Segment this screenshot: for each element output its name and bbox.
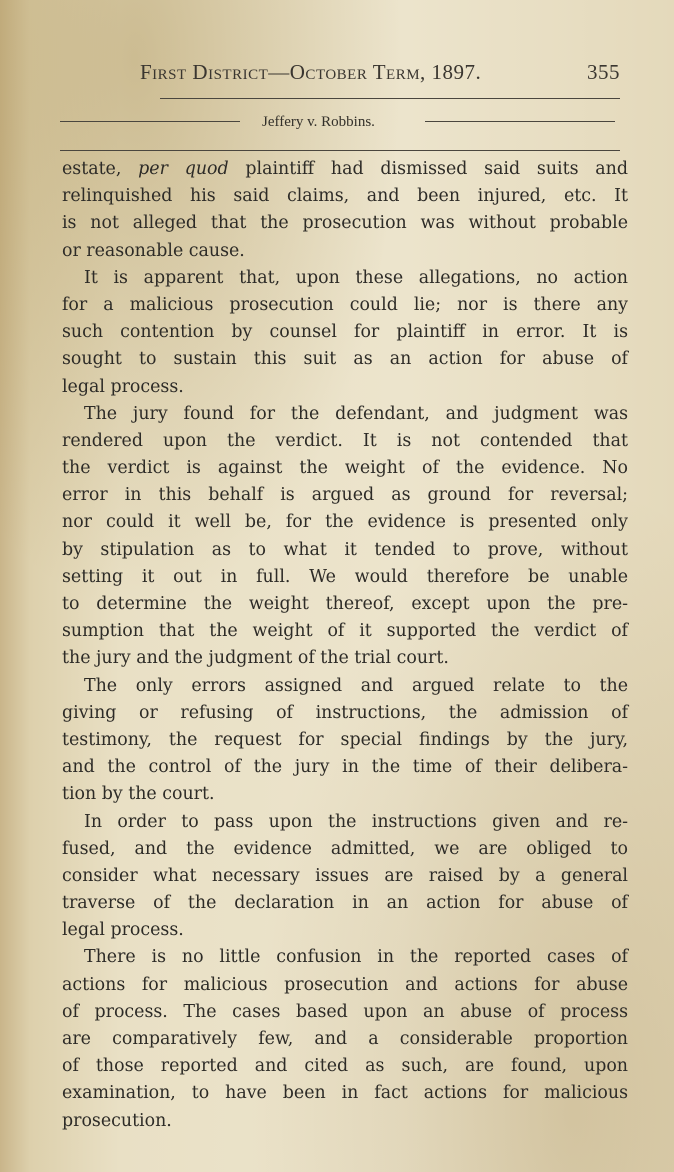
text-line: such contention by counsel for plaintiff in error. It is bbox=[62, 322, 628, 343]
text-line: testimony, the request for special findings by the jury, bbox=[62, 729, 628, 750]
paragraph bbox=[62, 401, 628, 673]
text-line: tion by the court. bbox=[62, 784, 215, 805]
text-line: of those reported and cited as such, are found, upon bbox=[62, 1056, 628, 1077]
text-line: are comparatively few, and a considerable proportion bbox=[62, 1029, 628, 1049]
caption-rule-right bbox=[425, 121, 615, 122]
text-line: consider what necessary issues are raised by a general bbox=[62, 865, 628, 886]
text-line: rendered upon the verdict. It is not contended that bbox=[62, 430, 628, 451]
page-number: 355 bbox=[587, 60, 620, 84]
text-line: of process. The cases based upon an abuse of process bbox=[62, 1001, 628, 1022]
paragraph bbox=[62, 265, 628, 401]
text-line: actions for malicious prosecution and actions for abuse bbox=[62, 974, 628, 995]
paragraph bbox=[62, 156, 628, 265]
text-line: The jury found for the defendant, and judgment was bbox=[84, 403, 628, 424]
text-line: It is apparent that, upon these allegations, no action bbox=[84, 267, 628, 288]
text-line: legal process. bbox=[62, 376, 184, 397]
text-line: There is no little confusion in the reported cases of bbox=[84, 947, 628, 968]
text-line: error in this behalf is argued as ground for reversal; bbox=[62, 485, 628, 506]
paragraph bbox=[62, 944, 628, 1134]
text-line: traverse of the declaration in an action for abuse of bbox=[62, 893, 628, 914]
text-line: or reasonable cause. bbox=[62, 240, 245, 261]
text-line: the verdict is against the weight of the evidence. No bbox=[62, 458, 628, 479]
text-line: prosecution. bbox=[62, 1110, 172, 1131]
paragraph bbox=[62, 673, 628, 809]
text-line: the jury and the judgment of the trial court. bbox=[62, 648, 449, 669]
header-rule bbox=[160, 98, 620, 99]
text-line: estate, per quod plaintiff had dismissed said suits and bbox=[62, 159, 628, 179]
text-line: examination, to have been in fact actions for malicious bbox=[62, 1083, 628, 1104]
text-line: sought to sustain this suit as an action for abuse of bbox=[62, 349, 628, 370]
text-line: for a malicious prosecution could lie; nor is there any bbox=[62, 294, 628, 315]
text-line: setting it out in full. We would therefore be unable bbox=[62, 566, 628, 587]
case-caption: Jeffery v. Robbins. bbox=[262, 114, 375, 130]
text-line: to determine the weight thereof, except upon the pre- bbox=[62, 594, 628, 614]
text-line: relinquished his said claims, and been injured, etc. It bbox=[62, 186, 628, 207]
text-line: giving or refusing of instructions, the admission of bbox=[62, 702, 628, 723]
caption-rule-left bbox=[60, 121, 240, 122]
text-line: and the control of the jury in the time of their delibera- bbox=[62, 757, 628, 778]
text-line: nor could it well be, for the evidence is presented only bbox=[62, 512, 628, 533]
text-line: sumption that the weight of it supported the verdict of bbox=[62, 621, 628, 642]
text-line: by stipulation as to what it tended to prove, without bbox=[62, 539, 628, 560]
paragraph bbox=[62, 809, 628, 945]
text-line: In order to pass upon the instructions given and re- bbox=[84, 811, 628, 832]
text-line: fused, and the evidence admitted, we are obliged to bbox=[62, 838, 628, 859]
body-top-rule bbox=[60, 150, 620, 151]
text-line: legal process. bbox=[62, 920, 184, 941]
running-head-title: First District—October Term, 1897. bbox=[140, 60, 482, 84]
body-text bbox=[62, 156, 628, 1135]
text-line: The only errors assigned and argued relate to the bbox=[84, 675, 628, 696]
text-line: is not alleged that the prosecution was without probable bbox=[62, 213, 628, 234]
